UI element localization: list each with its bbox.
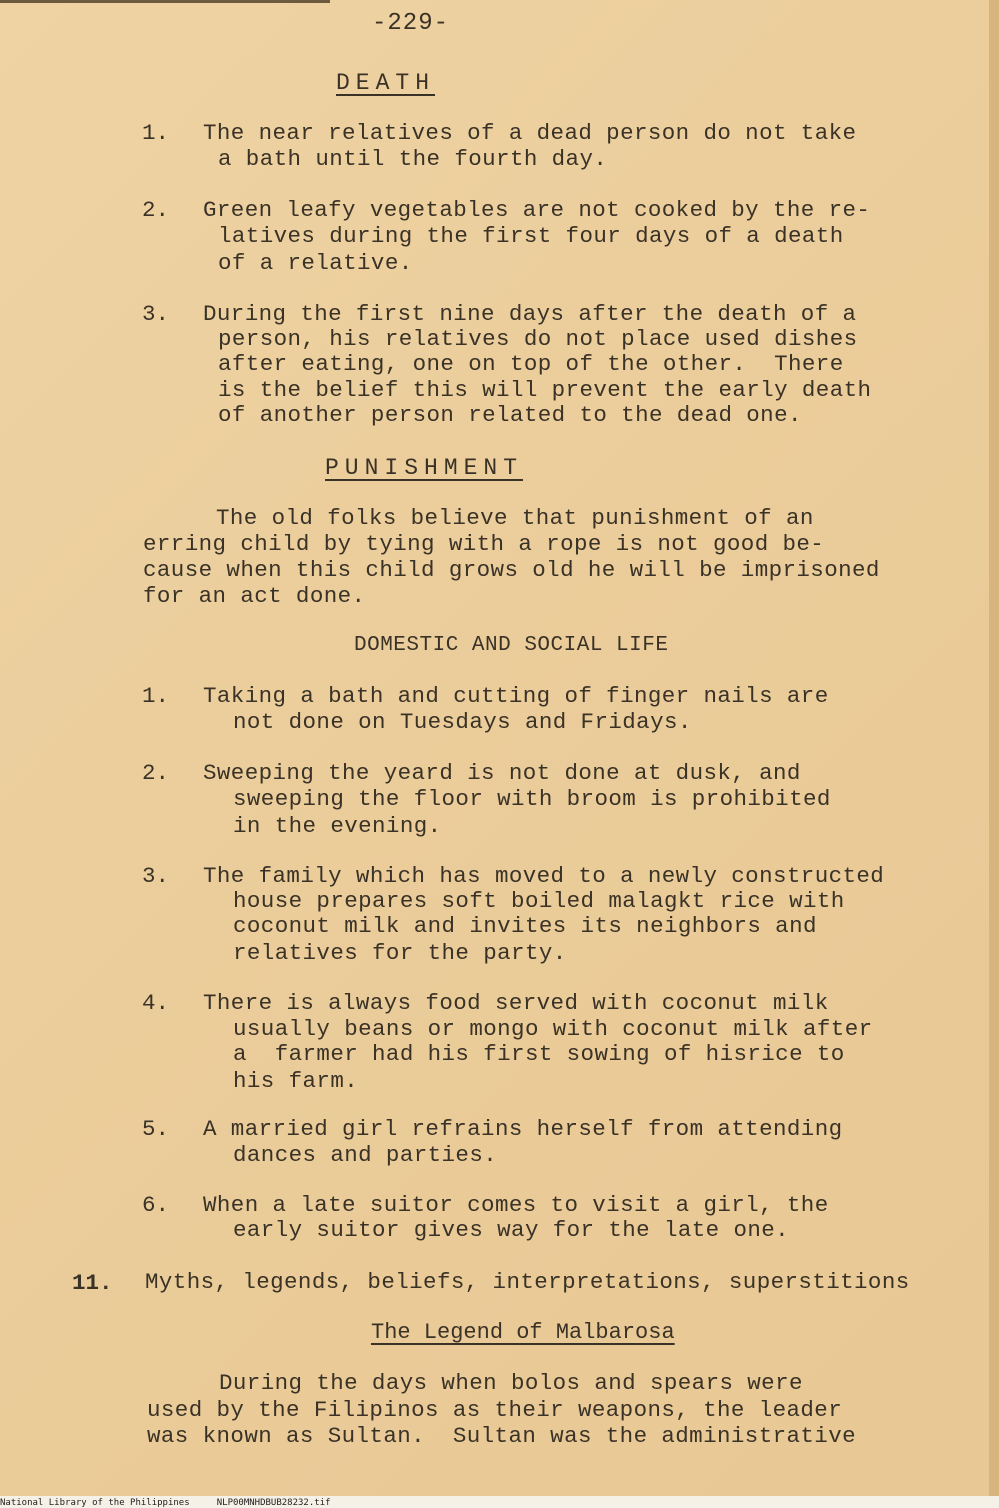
text-line: sweeping the floor with broom is prohibited [233, 786, 831, 812]
text-line: The old folks believe that punishment of an [216, 505, 814, 531]
text-line: relatives for the party. [233, 940, 567, 966]
text-line: latives during the first four days of a death [218, 223, 844, 249]
text-line: is the belief this will prevent the early death [218, 377, 872, 403]
text-line: for an act done. [143, 583, 366, 609]
text-line: of another person related to the dead one. [218, 402, 802, 428]
text-line: a farmer had his first sowing of hisrice to [233, 1041, 845, 1067]
text-line: used by the Filipinos as their weapons, the leader [147, 1397, 843, 1423]
section-title-punishment: PUNISHMENT [325, 455, 524, 481]
text-line: erring child by tying with a rope is not good be- [143, 531, 825, 557]
text-line: When a late suitor comes to visit a girl, the [203, 1192, 829, 1218]
section-title-domestic: DOMESTIC AND SOCIAL LIFE [354, 634, 669, 657]
text-line: a bath until the fourth day. [218, 146, 608, 172]
text-line: cause when this child grows old he will be imprisoned [143, 557, 880, 583]
item-number: 4. [142, 990, 170, 1016]
legend-title: The Legend of Malbarosa [371, 1320, 675, 1345]
item-number: 5. [142, 1116, 170, 1142]
text-line: was known as Sultan. Sultan was the administrative [147, 1423, 857, 1449]
text-line: person, his relatives do not place used dishes [218, 326, 858, 352]
text-line: Sweeping the yeard is not done at dusk, and [203, 760, 801, 786]
item-number: 1. [142, 683, 170, 709]
page-edge [989, 0, 999, 1496]
item-number: 2. [142, 197, 170, 223]
section-number: 11. [72, 1270, 113, 1296]
text-line: The family which has moved to a newly constructed [203, 863, 885, 889]
item-number: 3. [142, 301, 170, 327]
text-line: not done on Tuesdays and Fridays. [233, 709, 692, 735]
section-title-death: DEATH [336, 70, 436, 96]
text-line: dances and parties. [233, 1142, 498, 1168]
text-line: Taking a bath and cutting of finger nails are [203, 683, 829, 709]
text-line: A married girl refrains herself from attending [203, 1116, 843, 1142]
text-line: house prepares soft boiled malagkt rice with [233, 888, 845, 914]
text-line: in the evening. [233, 813, 442, 839]
text-line: There is always food served with coconut milk [203, 990, 829, 1016]
text-line: after eating, one on top of the other. There [218, 351, 844, 377]
text-line: of a relative. [218, 250, 413, 276]
text-line: During the first nine days after the death of a [203, 301, 857, 327]
top-rule [0, 0, 330, 3]
scan-footer: National Library of the Philippines NLP00MNHDBUB28232.tif [0, 1498, 331, 1508]
text-line: The near relatives of a dead person do not take [203, 120, 857, 146]
text-line: coconut milk and invites its neighbors and [233, 913, 817, 939]
section-heading-myths: Myths, legends, beliefs, interpretations, superstitions [145, 1269, 910, 1295]
item-number: 6. [142, 1192, 170, 1218]
item-number: 1. [142, 120, 170, 146]
item-number: 3. [142, 863, 170, 889]
text-line: his farm. [233, 1068, 359, 1094]
text-line: usually beans or mongo with coconut milk after [233, 1016, 873, 1042]
text-line: early suitor gives way for the late one. [233, 1217, 790, 1243]
text-line: During the days when bolos and spears were [219, 1370, 803, 1396]
item-number: 2. [142, 760, 170, 786]
text-line: Green leafy vegetables are not cooked by the re- [203, 197, 871, 223]
page-number: -229- [372, 10, 450, 37]
